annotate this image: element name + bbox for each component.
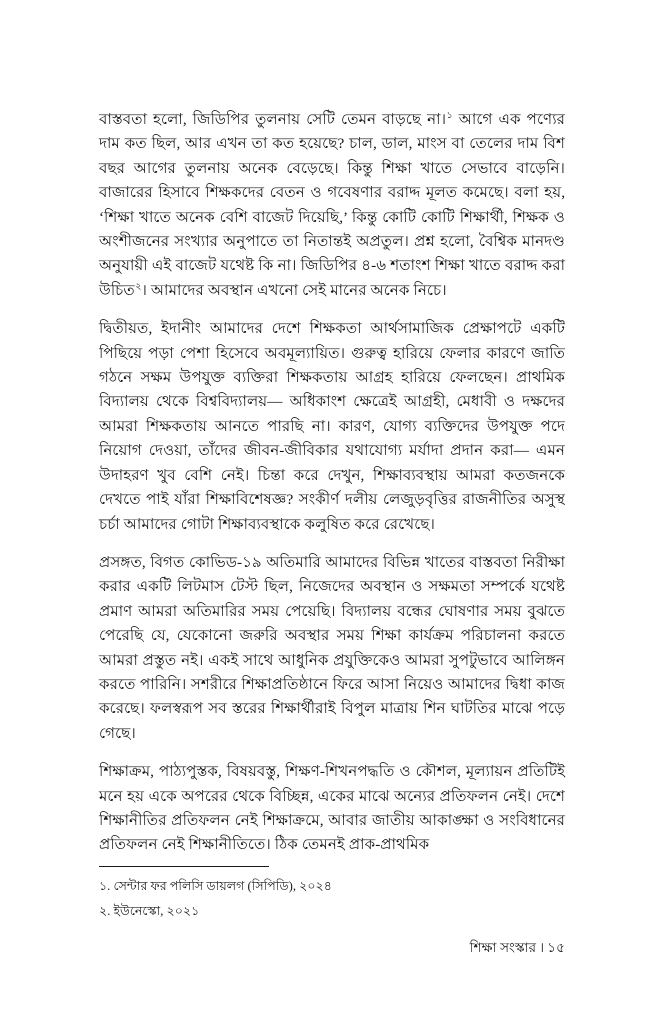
page-number: ১৫: [547, 940, 565, 955]
paragraph-1: [99, 108, 565, 303]
paragraph-2: দ্বিতীয়ত, ইদানীং আমাদের দেশে শিক্ষকতা আর্থসামাজিক প্রেক্ষাপটে একটি পিছিয়ে পড়া পেশা হিসেবে অবমূল্যায়িত। গুরুত্ব হারিয়ে ফেলার কারণে জাতি গঠনে সক্ষম উপযুক্ত ব্যক্তিরা শিক্ষকতায় আগ্রহ হারিয়ে ফেলছেন। প্রাথমিক বিদ্যালয় থেকে বিশ্ববিদ্যালয়— অধিকাংশ ক্ষেত্রেই আগ্রহী, মেধাবী ও দক্ষদের আমরা শিক্ষকতায় আনতে পারছি না। কারণ, যোগ্য ব্যক্তিদের উপযুক্ত পদে নিয়োগ দেওয়া, তাঁদের জীবন-জীবিকার যথাযোগ্য মর্যাদা প্রদান করা— এমন উদাহরণ খুব বেশি নেই। চিন্তা করে দেখুন, শিক্ষাব্যবস্থায় আমরা কতজনকে দেখতে পাই যাঁরা শিক্ষাবিশেষজ্ঞ? সংকীর্ণ দলীয় লেজুড়বৃত্তির রাজনীতির অসুস্থ চর্চা আমাদের গোটা শিক্ষাব্যবস্থাকে কলুষিত করে রেখেছে।: [99, 320, 565, 533]
paragraph-3: প্রসঙ্গত, বিগত কোভিড-১৯ অতিমারি আমাদের বিভিন্ন খাতের বাস্তবতা নিরীক্ষা করার একটি লিটমাস টেস্ট ছিল, নিজেদের অবস্থান ও সক্ষমতা সম্পর্কে যথেষ্ট প্রমাণ আমরা অতিমারির সময় পেয়েছি। বিদ্যালয় বন্ধের ঘোষণার সময় বুঝতে পেরেছি যে, যেকোনো জরুরি অবস্থার সময় শিক্ষা কার্যক্রম পরিচালনা করতে আমরা প্রস্তুত নই। একই সাথে আধুনিক প্রযুক্তিকেও আমরা সুপটুভাবে আলিঙ্গন করতে পারিনি। সশরীরে শিক্ষাপ্রতিষ্ঠানে ফিরে আসা নিয়েও আমাদের দ্বিধা কাজ করেছে। ফলস্বরূপ সব স্তরের শিক্ষার্থীরাই বিপুল মাত্রায় শিন ঘাটতির মাঝে পড়ে গেছে।: [99, 553, 565, 742]
footnote-divider: [99, 866, 269, 867]
footnote-2: ২. ইউনেস্কো, ২০২১: [99, 904, 200, 918]
footer-separator: ।: [539, 940, 545, 955]
paragraph-4: শিক্ষাক্রম, পাঠ্যপুস্তক, বিষয়বস্তু, শিক্ষণ-শিখনপদ্ধতি ও কৌশল, মূল্যায়ন প্রতিটিই মনে হয় একে অপরের থেকে বিচ্ছিন্ন, একের মাঝে অন্যের প্রতিফলন নেই। দেশে শিক্ষানীতির প্রতিফলন নেই শিক্ষাক্রমে, আবার জাতীয় আকাঙ্ক্ষা ও সংবিধানের প্রতিফলন নেই শিক্ষানীতিতে। ঠিক তেমনই প্রাক-প্রাথমিক: [99, 763, 565, 854]
running-title: শিক্ষা সংস্কার: [469, 940, 537, 955]
paragraph-1-text-before-footnote: বাস্তবতা হলো, জিডিপির তুলনায় সেটি তেমন বাড়ছে না।: [99, 111, 447, 128]
page-body-text: [99, 108, 565, 858]
page-footer: [99, 938, 565, 958]
footnote-reference-2[interactable]: ২: [135, 281, 142, 292]
paragraph-1-text-tail: । আমাদের অবস্থান এখনো সেই মানের অনেক নিচে।: [141, 281, 447, 299]
footnote-1: ১. সেন্টার ফর পলিসি ডায়লগ (সিপিডি), ২০২৪: [99, 879, 332, 893]
footnote-reference-1[interactable]: ১: [446, 110, 453, 121]
paragraph-1-text-middle: আগে এক পণ্যের দাম কত ছিল, আর এখন তা কত হয়েছে? চাল, ডাল, মাংস বা তেলের দাম বিশ বছর আগের তুলনায় অনেক বেড়েছে। কিন্তু শিক্ষা খাতে সেভাবে বাড়েনি। বাজারের হিসাবে শিক্ষকদের বেতন ও গবেষণার বরাদ্দ মূলত কমেছে। বলা হয়, ‘শিক্ষা খাতে অনেক বেশি বাজেট দিয়েছি,’ কিন্তু কোটি কোটি শিক্ষার্থী, শিক্ষক ও অংশীজনের সংখ্যার অনুপাতে তা নিতান্তই অপ্রতুল। প্রশ্ন হলো, বৈশ্বিক মানদণ্ড অনুযায়ী এই বাজেট যথেষ্ট কি না। জিডিপির ৪-৬ শতাংশ শিক্ষা খাতে বরাদ্দ করা উচিত: [99, 111, 565, 299]
footnote-section: [99, 866, 565, 926]
